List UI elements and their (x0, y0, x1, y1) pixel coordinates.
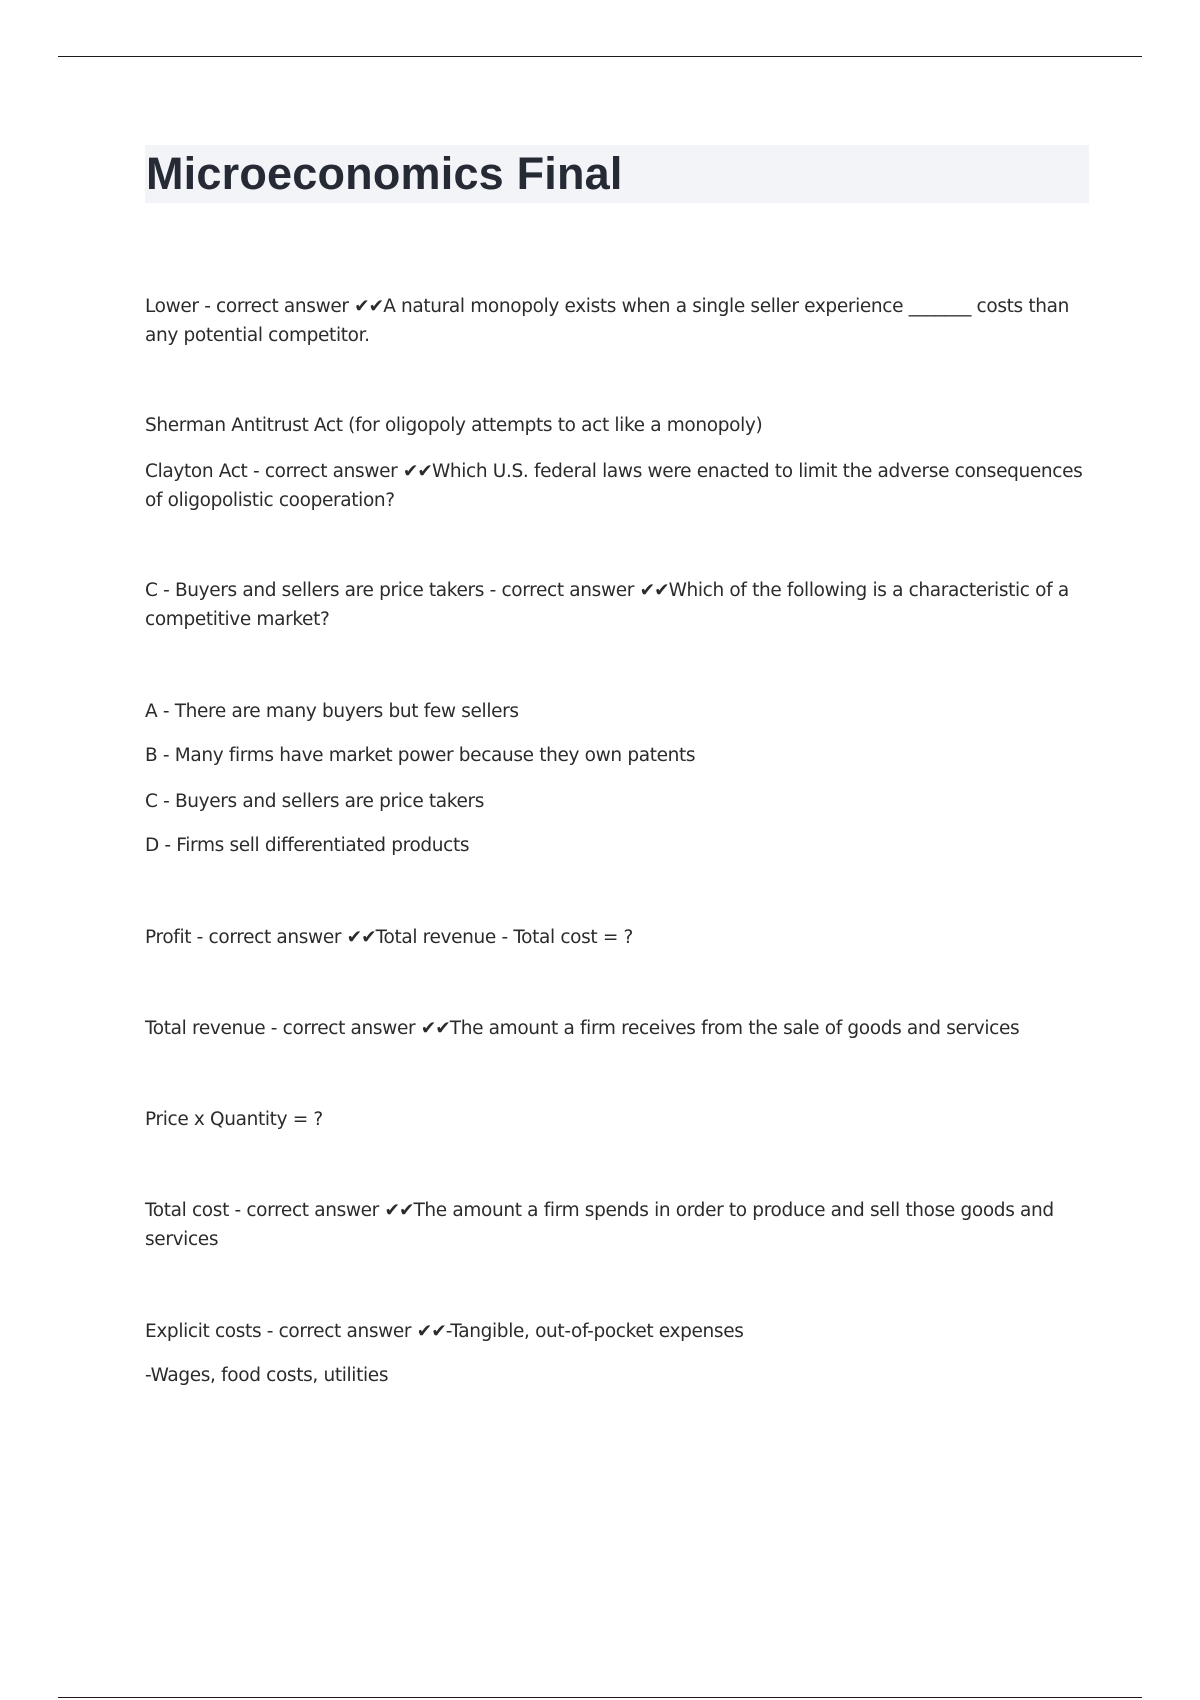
check-mark-icon: ✔✔ (384, 1200, 414, 1221)
answer-text: Lower - correct answer (145, 296, 355, 317)
check-mark-icon: ✔✔ (416, 1321, 446, 1342)
document-title: Microeconomics Final (146, 148, 623, 199)
note-line: -Wages, food costs, utilities (145, 1365, 389, 1386)
qa-entry-profit (145, 923, 1085, 952)
check-mark-icon: ✔✔ (402, 461, 432, 482)
note-line: Price x Quantity = ? (145, 1109, 323, 1130)
option-c: C - Buyers and sellers are price takers (145, 791, 485, 812)
answer-text: C - Buyers and sellers are price takers - correct answer (145, 580, 640, 601)
question-text: -Tangible, out-of-pocket expenses (445, 1321, 744, 1342)
header-rule (58, 56, 1142, 57)
note-line: Sherman Antitrust Act (for oligopoly attempts to act like a monopoly) (145, 415, 763, 436)
qa-entry-total-revenue (145, 1014, 1085, 1043)
qa-entry-lower (145, 292, 1085, 350)
check-mark-icon: ✔✔ (420, 1018, 450, 1039)
qa-entry-explicit-costs (145, 1317, 1085, 1346)
question-text: The amount a firm spends in order to produce and sell those goods and services (145, 1200, 1054, 1250)
question-text: Which of the following is a characteristic of a competitive market? (145, 580, 1069, 630)
question-text: Total revenue - Total cost = ? (375, 927, 633, 948)
answer-text: Total cost - correct answer (145, 1200, 385, 1221)
answer-text: Explicit costs - correct answer (145, 1321, 417, 1342)
option-b: B - Many firms have market power because they own patents (145, 745, 696, 766)
check-mark-icon: ✔✔ (354, 296, 384, 317)
answer-text: Profit - correct answer (145, 927, 347, 948)
qa-entry-clayton-act (145, 457, 1085, 515)
option-d: D - Firms sell differentiated products (145, 835, 470, 856)
check-mark-icon: ✔✔ (346, 927, 376, 948)
footer-rule (58, 1697, 1142, 1698)
question-text: A natural monopoly exists when a single seller experience _______ costs than any potential competitor. (145, 296, 1069, 346)
check-mark-icon: ✔✔ (639, 580, 669, 601)
question-text: The amount a firm receives from the sale of goods and services (449, 1018, 1020, 1039)
answer-text: Clayton Act - correct answer (145, 461, 403, 482)
qa-entry-total-cost (145, 1196, 1085, 1254)
question-text: Which U.S. federal laws were enacted to limit the adverse consequences of oligopolistic cooperation? (145, 461, 1083, 511)
option-a: A - There are many buyers but few sellers (145, 701, 519, 722)
qa-entry-competitive-market (145, 576, 1085, 634)
answer-text: Total revenue - correct answer (145, 1018, 421, 1039)
